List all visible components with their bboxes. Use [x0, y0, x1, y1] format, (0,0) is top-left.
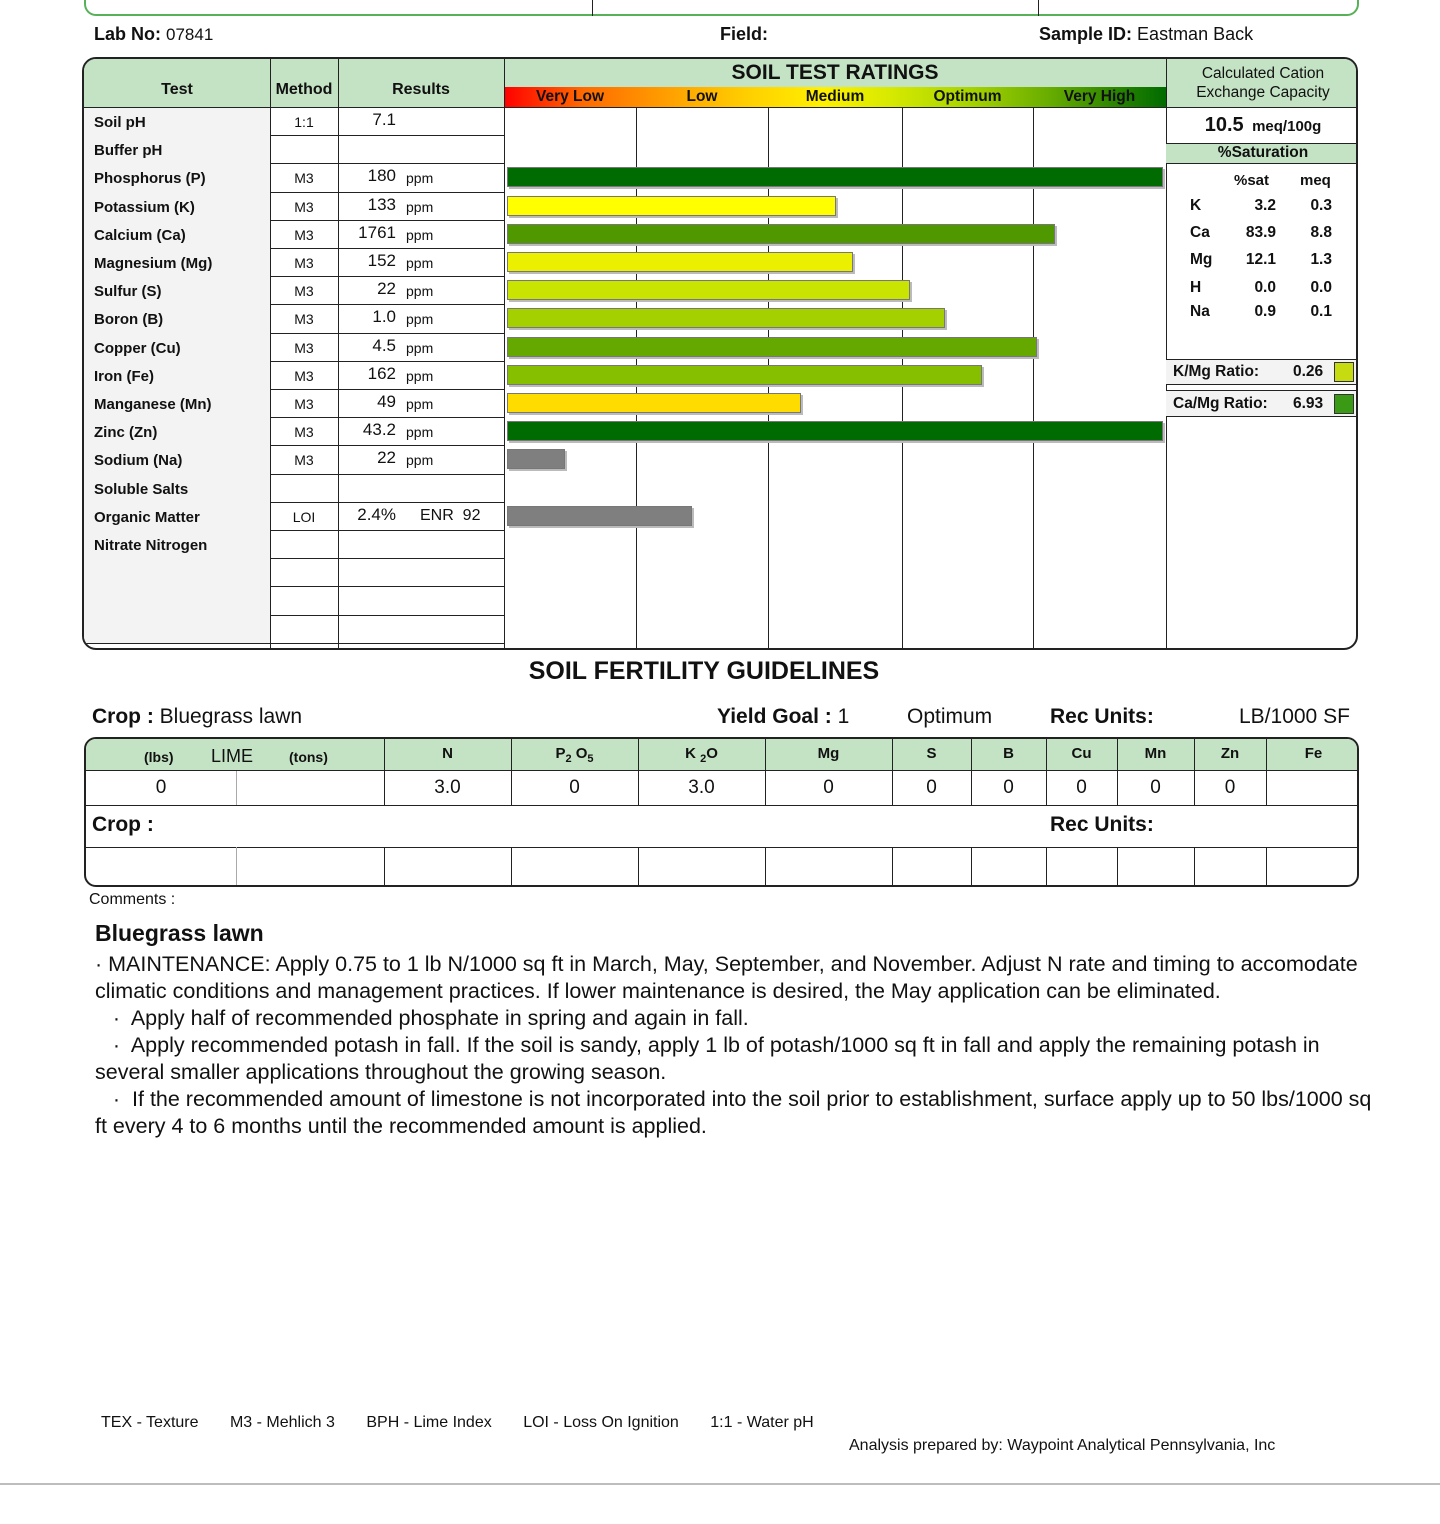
rec-value-s: 0 — [926, 777, 937, 798]
cec-value: 10.5 meq/100g — [1204, 114, 1322, 136]
code-tex: TEX - Texture — [101, 1414, 199, 1431]
zn-header: Zn — [1220, 745, 1240, 762]
test-name: Organic Matter — [94, 508, 200, 526]
mn-header: Mn — [1144, 745, 1167, 762]
test-result-value: 162 — [367, 363, 396, 383]
cec-sat: 3.2 — [1254, 197, 1276, 214]
comments-body — [95, 951, 1385, 1140]
row-test-cell — [84, 586, 270, 614]
test-result-value: 1761 — [358, 222, 396, 242]
comment-line: · MAINTENANCE: Apply 0.75 to 1 lb N/1000 sq ft in March, May, September, and November. Adjust N rate and timing to accomodate climatic conditions and management practices. If lower maintenance is desired, the May application can be eliminated. — [95, 952, 1358, 1003]
rating-level-label: Medium — [805, 88, 865, 105]
lab-number: Lab No: 07841 — [94, 24, 214, 44]
cec-sat: 12.1 — [1245, 251, 1276, 268]
p2o5-header: $P_2$ $O_5$ — [555, 745, 594, 765]
test-result-unit: ppm — [406, 283, 434, 300]
b-header: B — [1003, 745, 1014, 762]
cec-meq: 0.1 — [1310, 303, 1332, 320]
test-name: Calcium (Ca) — [94, 226, 186, 244]
test-result-unit: ppm — [406, 311, 434, 328]
comments-label: Comments : — [89, 891, 176, 908]
n-header: N — [442, 745, 453, 762]
rec-col-header — [892, 745, 971, 762]
test-method: M3 — [294, 198, 314, 215]
rec-col-header — [1046, 745, 1117, 762]
rating-bar — [507, 393, 801, 413]
cec-el: Na — [1190, 303, 1210, 320]
lime-lbs-header: (lbs) — [144, 749, 174, 765]
test-result-value: 49 — [377, 392, 396, 411]
test-result-value: 43.2 — [362, 420, 396, 440]
rating-bar — [507, 421, 1163, 441]
mg-header: Mg — [817, 745, 840, 762]
rec-value-n: 3.0 — [434, 777, 461, 798]
cec-title: Calculated Cation Exchange Capacity — [1196, 65, 1330, 101]
col-method-header: Method — [275, 81, 333, 98]
field-label: Field: — [720, 24, 768, 44]
yield-level: Optimum — [907, 705, 993, 728]
rec-units-label: Rec Units: — [1050, 705, 1154, 728]
rating-bar — [507, 449, 565, 469]
s-header: S — [926, 745, 937, 762]
kmg-color-swatch — [1334, 362, 1354, 382]
fe-header: Fe — [1304, 745, 1323, 762]
test-method: M3 — [294, 255, 314, 271]
cu-header: Cu — [1071, 745, 1092, 762]
rec-value-k2o: 3.0 — [688, 777, 715, 798]
rating-bar — [507, 196, 836, 216]
rating-bar — [507, 224, 1055, 244]
test-method: 1:1 — [294, 114, 314, 130]
test-result-unit: ppm — [406, 339, 434, 356]
test-name: Iron (Fe) — [94, 367, 154, 385]
test-result-unit: ppm — [406, 226, 434, 243]
cec-el: K — [1190, 197, 1202, 214]
test-method: M3 — [294, 452, 314, 469]
cec-el: Ca — [1190, 224, 1210, 241]
cec-sat: 83.9 — [1245, 224, 1276, 241]
rec-value-zn: 0 — [1224, 777, 1236, 798]
sample-id: Sample ID: Eastman Back — [1039, 24, 1254, 44]
cec-meq: 8.8 — [1310, 224, 1332, 241]
method-codes — [101, 1414, 841, 1432]
rec-units2-label: Rec Units: — [1050, 813, 1154, 836]
test-method: LOI — [292, 508, 316, 525]
yield-goal: Yield Goal : 1 — [717, 705, 850, 728]
crop-line: Crop : Bluegrass lawn — [92, 705, 303, 728]
test-result-unit: ppm — [406, 396, 434, 412]
test-method: M3 — [294, 396, 314, 412]
rec-value-b: 0 — [1003, 777, 1014, 798]
test-name: Boron (B) — [94, 311, 164, 329]
cec-el: Mg — [1190, 251, 1213, 268]
rec-col-header — [638, 745, 765, 765]
test-result-value: 152 — [367, 251, 396, 270]
rating-bar — [507, 167, 1163, 187]
cec-sat: 0.9 — [1254, 303, 1276, 320]
rating-level-label: Very High — [1063, 88, 1136, 105]
row-test-cell — [84, 615, 270, 643]
rec-units-value: LB/1000 SF — [1239, 705, 1350, 728]
prepared-by: Analysis prepared by: Waypoint Analytical Pennsylvania, Inc — [849, 1437, 1276, 1454]
row-test-cell — [84, 558, 270, 586]
meq-col-header: meq — [1300, 172, 1331, 189]
test-result-value: 22 — [377, 279, 396, 299]
test-method: M3 — [294, 311, 314, 328]
saturation-title: %Saturation — [1217, 144, 1309, 161]
code-loi: LOI - Loss On Ignition — [523, 1414, 679, 1431]
test-result-value: 133 — [367, 194, 396, 214]
code-water-ph: 1:1 - Water pH — [710, 1414, 814, 1431]
ratings-title: SOIL TEST RATINGS — [731, 61, 939, 84]
test-name: Nitrate Nitrogen — [94, 537, 208, 554]
test-result-unit: ppm — [406, 198, 434, 215]
test-result-value: 1.0 — [372, 307, 396, 327]
guidelines-title: SOIL FERTILITY GUIDELINES — [528, 657, 880, 685]
test-method: M3 — [294, 283, 314, 300]
crop2-label: Crop : — [92, 813, 154, 836]
test-name: Buffer pH — [94, 142, 163, 160]
test-method: M3 — [294, 367, 314, 384]
test-name: Potassium (K) — [94, 198, 195, 216]
comment-line: · If the recommended amount of limestone is not incorporated into the soil prior to establishment, surface apply up to 50 lbs/1000 sq ft every 4 to 6 months until the recommended amount is applied. — [95, 1087, 1378, 1138]
test-result-value: 180 — [367, 166, 396, 186]
test-name: Sulfur (S) — [94, 283, 162, 301]
rating-bar — [507, 308, 945, 328]
rec-value-mn: 0 — [1150, 777, 1161, 798]
sat-col-header: %sat — [1234, 172, 1270, 189]
test-name: Zinc (Zn) — [94, 424, 158, 442]
comments-heading: Bluegrass lawn — [95, 920, 264, 946]
rec-col-header — [765, 745, 892, 762]
test-result-unit: ppm — [406, 424, 434, 441]
test-result-unit: ppm — [406, 367, 434, 384]
test-result-unit: ppm — [406, 255, 434, 271]
cec-meq: 0.0 — [1310, 279, 1332, 296]
rec-col-header — [1266, 745, 1359, 762]
test-name: Soil pH — [94, 114, 146, 131]
rating-bar — [507, 506, 692, 526]
test-name: Manganese (Mn) — [94, 396, 212, 413]
test-result-value: 4.5 — [372, 335, 396, 355]
code-bph: BPH - Lime Index — [366, 1414, 492, 1431]
test-method: M3 — [294, 226, 314, 243]
rec-col-header — [1194, 745, 1266, 762]
rating-bar — [507, 280, 910, 300]
rating-bar — [507, 337, 1037, 357]
camg-color-swatch — [1334, 394, 1354, 414]
rating-bar — [507, 365, 982, 385]
lime-header: LIME — [211, 746, 254, 766]
test-name: Soluble Salts — [94, 480, 189, 498]
col-results-header: Results — [392, 81, 450, 98]
test-method: M3 — [294, 339, 314, 356]
test-name: Sodium (Na) — [94, 452, 183, 470]
test-result-value: 2.4% — [357, 504, 396, 524]
test-name: Magnesium (Mg) — [94, 255, 213, 272]
recommendation-table — [84, 737, 1359, 887]
rec-col-header — [971, 745, 1046, 762]
rec-col-header — [384, 745, 511, 762]
top-info-box — [84, 0, 1359, 16]
rec-value-mg: 0 — [823, 777, 834, 798]
rec-value-lime_lbs: 0 — [155, 777, 167, 798]
comment-line: · Apply recommended potash in fall. If the soil is sandy, apply 1 lb of potash/1000 sq ft in fall and apply the remaining potash in several smaller applications throughout the growing season. — [95, 1033, 1326, 1084]
rec-value-cu: 0 — [1076, 777, 1087, 798]
k2o-header: K $_2$O — [685, 745, 718, 765]
kmg-ratio-row: K/Mg Ratio: 0.26 — [1166, 359, 1358, 385]
comment-line: · Apply half of recommended phosphate in spring and again in fall. — [95, 1006, 749, 1030]
test-method: M3 — [294, 424, 314, 441]
cec-sat: 0.0 — [1254, 279, 1276, 296]
test-result-unit: ppm — [406, 170, 434, 187]
rating-level-label: Low — [686, 88, 718, 105]
code-m3: M3 - Mehlich 3 — [229, 1414, 335, 1431]
camg-ratio-row: Ca/Mg Ratio: 6.93 — [1166, 390, 1358, 417]
cec-meq: 0.3 — [1310, 197, 1332, 214]
test-name: Copper (Cu) — [94, 339, 181, 357]
rating-bar — [507, 252, 853, 272]
rating-level-label: Optimum — [933, 88, 1002, 105]
cec-meq: 1.3 — [1310, 251, 1332, 268]
rec-value-p2o5: 0 — [569, 777, 580, 798]
test-result-value: 22 — [377, 448, 396, 468]
test-name: Phosphorus (P) — [94, 170, 206, 188]
col-test-header: Test — [161, 81, 193, 98]
rec-col-header — [511, 745, 638, 765]
test-result-value: 7.1 — [372, 110, 396, 129]
soil-test-table — [82, 57, 1358, 650]
bottom-rule — [0, 1483, 1440, 1485]
rating-level-label: Very Low — [535, 88, 605, 105]
rec-col-header — [1117, 745, 1194, 762]
test-result-unit: ppm — [406, 452, 434, 469]
test-method: M3 — [294, 170, 314, 187]
test-result-unit: ENR 92 — [420, 506, 481, 524]
lime-tons-header: (tons) — [289, 749, 328, 765]
cec-el: H — [1190, 279, 1202, 296]
